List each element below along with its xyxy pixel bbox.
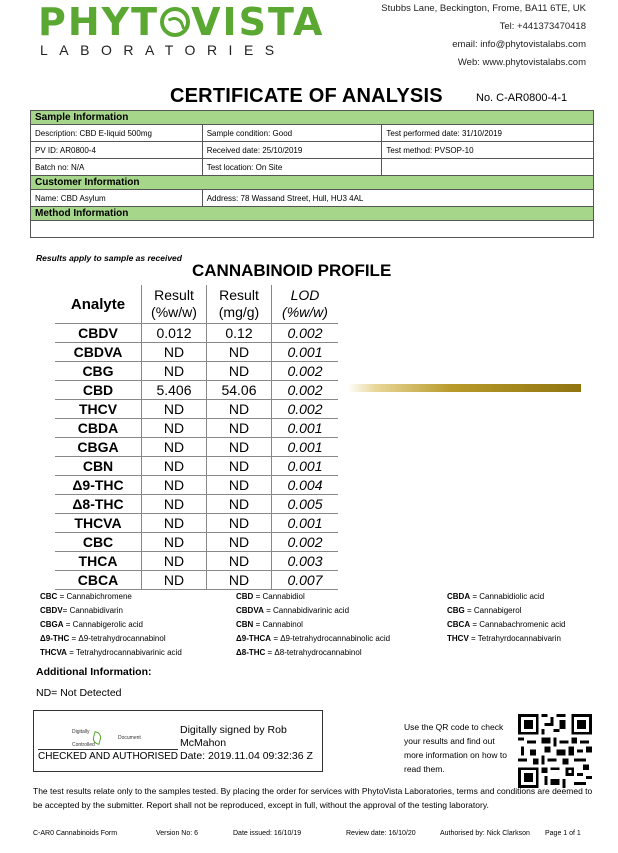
glossary-item	[447, 634, 561, 643]
table-row	[55, 419, 338, 438]
glossary-abbr: Δ8-THC	[236, 648, 266, 657]
result-mgg-cell: ND	[207, 362, 272, 381]
lod-cell: 0.001	[272, 457, 339, 476]
table-row	[55, 381, 338, 400]
analyte-cell: CBD	[55, 381, 142, 400]
result-ww-cell: ND	[142, 362, 207, 381]
contact-address: Stubbs Lane, Beckington, Frome, BA11 6TE, UK	[381, 3, 586, 14]
glossary-item	[40, 592, 132, 601]
result-ww-cell: ND	[142, 400, 207, 419]
glossary-item	[40, 648, 182, 657]
footer-form: C-AR0 Cannabinoids Form	[33, 830, 118, 837]
results-note: Results apply to sample as received	[36, 253, 182, 263]
glossary-item	[236, 620, 303, 629]
contact-tel: Tel: +441373470418	[499, 21, 586, 32]
glossary-definition: = Δ9-tetrahydrocannabinolic acid	[271, 634, 391, 643]
customer-address: Address: 78 Wassand Street, Hull, HU3 4AL	[202, 190, 593, 207]
table-row	[55, 552, 338, 571]
sample-info-header: Sample Information	[31, 111, 594, 125]
analyte-cell: THCA	[55, 552, 142, 571]
leaf-o-icon	[160, 7, 190, 37]
result-mgg-cell: ND	[207, 400, 272, 419]
glossary-abbr: Δ9-THCA	[236, 634, 272, 643]
result-mgg-cell: 54.06	[207, 381, 272, 400]
brand-name-post: VISTA	[191, 0, 325, 44]
table-row	[55, 533, 338, 552]
glossary-definition: = Tetrahydrocannabivarinic acid	[66, 648, 182, 657]
table-row	[55, 343, 338, 362]
header-result-mgg: Result (mg/g)	[207, 285, 272, 324]
glossary-abbr: CBDVA	[236, 606, 264, 615]
table-row	[55, 362, 338, 381]
analyte-cell: CBG	[55, 362, 142, 381]
result-ww-cell: ND	[142, 476, 207, 495]
lod-cell: 0.002	[272, 362, 339, 381]
glossary-item	[40, 620, 143, 629]
result-mgg-cell: ND	[207, 552, 272, 571]
glossary-definition: = Cannabidiolic acid	[470, 592, 545, 601]
glossary-definition: = Cannabidivarin	[62, 606, 123, 615]
dc-document-text: Document	[118, 735, 141, 741]
lod-cell: 0.002	[272, 324, 339, 343]
decorative-gold-bar	[347, 384, 581, 392]
sample-info-table	[30, 110, 594, 238]
result-mgg-cell: ND	[207, 533, 272, 552]
lod-cell: 0.003	[272, 552, 339, 571]
glossary-definition: = Cannabachromenic acid	[470, 620, 566, 629]
table-row	[55, 438, 338, 457]
glossary-item	[40, 606, 123, 615]
result-mgg-cell: ND	[207, 571, 272, 590]
lod-cell: 0.001	[272, 419, 339, 438]
glossary-item	[447, 606, 522, 615]
qr-code-icon[interactable]	[518, 714, 592, 788]
dc-digitally-text: Digitally	[72, 729, 90, 735]
glossary-abbr: CBD	[236, 592, 254, 601]
signed-date: Date: 2019.11.04 09:32:36 Z	[180, 750, 313, 762]
analyte-cell: CBDVA	[55, 343, 142, 362]
table-row	[55, 571, 338, 590]
glossary-abbr: CBDA	[447, 592, 471, 601]
signed-by-line1: Digitally signed by Rob	[180, 724, 287, 736]
glossary-abbr: THCV	[447, 634, 469, 643]
analyte-cell: CBGA	[55, 438, 142, 457]
contact-web[interactable]: Web: www.phytovistalabs.com	[457, 57, 586, 68]
result-mgg-cell: ND	[207, 419, 272, 438]
sample-condition: Sample condition: Good	[202, 125, 382, 142]
result-mgg-cell: ND	[207, 457, 272, 476]
batch-no: Batch no: N/A	[31, 159, 203, 176]
result-mgg-cell: ND	[207, 476, 272, 495]
glossary-abbr: CBG	[447, 606, 465, 615]
result-mgg-cell: ND	[207, 343, 272, 362]
analyte-cell: CBDA	[55, 419, 142, 438]
lod-cell: 0.001	[272, 438, 339, 457]
pv-id: PV ID: AR0800-4	[31, 142, 203, 159]
result-mgg-cell: ND	[207, 438, 272, 457]
digital-signature	[180, 724, 313, 763]
brand-subtitle: LABORATORIES	[40, 42, 286, 58]
received-date: Received date: 25/10/2019	[202, 142, 382, 159]
lod-cell: 0.005	[272, 495, 339, 514]
analyte-cell: CBCA	[55, 571, 142, 590]
result-ww-cell: 0.012	[142, 324, 207, 343]
test-location: Test location: On Site	[202, 159, 382, 176]
analyte-cell: CBC	[55, 533, 142, 552]
brand-name-pre: PHYT	[38, 0, 160, 44]
glossary-definition: = Cannabidivarinic acid	[263, 606, 350, 615]
lod-cell: 0.001	[272, 514, 339, 533]
glossary-abbr: CBGA	[40, 620, 64, 629]
page-title: CERTIFICATE OF ANALYSIS	[170, 85, 443, 107]
table-row	[55, 324, 338, 343]
cannabinoid-table	[55, 285, 338, 590]
glossary-item	[236, 648, 362, 657]
footer-page: Page 1 of 1	[545, 830, 581, 837]
sample-description: Description: CBD E-liquid 500mg	[31, 125, 203, 142]
glossary-definition: = Cannabidiol	[253, 592, 305, 601]
header-analyte: Analyte	[55, 285, 142, 324]
result-ww-cell: ND	[142, 514, 207, 533]
glossary-definition: = Cannabigerol	[464, 606, 522, 615]
glossary-definition: = Δ9-tetrahydrocannabinol	[69, 634, 166, 643]
table-row	[55, 495, 338, 514]
result-ww-cell: ND	[142, 438, 207, 457]
glossary-definition: = Cannabichromene	[57, 592, 132, 601]
lod-cell: 0.002	[272, 400, 339, 419]
result-ww-cell: ND	[142, 495, 207, 514]
analyte-cell: CBN	[55, 457, 142, 476]
analyte-cell: THCV	[55, 400, 142, 419]
glossary-definition: = Cannabinol	[253, 620, 303, 629]
lod-cell: 0.007	[272, 571, 339, 590]
empty-cell	[382, 159, 594, 176]
customer-info-header: Customer Information	[31, 176, 594, 190]
glossary-item	[447, 620, 566, 629]
analyte-cell: Δ9-THC	[55, 476, 142, 495]
glossary-abbr: CBCA	[447, 620, 471, 629]
nd-definition: ND= Not Detected	[36, 687, 122, 699]
contact-email[interactable]: email: info@phytovistalabs.com	[452, 39, 586, 50]
certificate-number: No. C-AR0800-4-1	[476, 92, 568, 104]
analyte-cell: THCVA	[55, 514, 142, 533]
additional-info-header: Additional Information:	[36, 666, 152, 678]
result-ww-cell: ND	[142, 419, 207, 438]
lod-cell: 0.002	[272, 533, 339, 552]
result-mgg-cell: ND	[207, 514, 272, 533]
header-lod: LOD (%w/w)	[272, 285, 339, 324]
test-method: Test method: PVSOP-10	[382, 142, 594, 159]
result-mgg-cell: 0.12	[207, 324, 272, 343]
qr-instructions: Use the QR code to check your results and find out more information on how to read them.	[404, 722, 507, 774]
glossary-definition: = Cannabigerolic acid	[63, 620, 143, 629]
result-ww-cell: ND	[142, 571, 207, 590]
analyte-cell: CBDV	[55, 324, 142, 343]
analyte-cell: Δ8-THC	[55, 495, 142, 514]
footer-authorised: Authorised by: Nick Clarkson	[440, 830, 530, 837]
customer-name: Name: CBD Asylum	[31, 190, 203, 207]
table-row	[55, 457, 338, 476]
result-ww-cell: ND	[142, 343, 207, 362]
brand-logo	[38, 2, 324, 42]
checked-authorised: CHECKED AND AUTHORISED	[38, 751, 179, 762]
glossary-abbr: CBC	[40, 592, 58, 601]
disclaimer: The test results relate only to the samples tested. By placing the order for services with PhytoVista Laboratories, terms and conditions are deemed to be accepted by the submitter. Report shall not be reproduced, except in full, without the approval of the testing laboratory.	[33, 786, 593, 810]
glossary-item	[236, 634, 390, 643]
signed-by-line2: McMahon	[180, 737, 227, 749]
glossary-definition: = Tetrahyrdocannabivarin	[468, 634, 561, 643]
table-row	[55, 476, 338, 495]
table-row	[55, 514, 338, 533]
glossary-item	[40, 634, 166, 643]
footer-version: Version No: 6	[156, 830, 199, 837]
lod-cell: 0.002	[272, 381, 339, 400]
header-result-ww: Result (%w/w)	[142, 285, 207, 324]
glossary-item	[447, 592, 544, 601]
method-info-header: Method Information	[31, 207, 594, 221]
glossary-abbr: Δ9-THC	[40, 634, 70, 643]
result-ww-cell: ND	[142, 552, 207, 571]
result-mgg-cell: ND	[207, 495, 272, 514]
footer-review-date: Review date: 16/10/20	[346, 830, 416, 837]
lod-cell: 0.001	[272, 343, 339, 362]
glossary-abbr: CBDV	[40, 606, 63, 615]
profile-title: CANNABINOID PROFILE	[192, 261, 392, 280]
result-ww-cell: ND	[142, 533, 207, 552]
lod-cell: 0.004	[272, 476, 339, 495]
glossary-abbr: CBN	[236, 620, 254, 629]
glossary-abbr: THCVA	[40, 648, 67, 657]
table-row	[55, 400, 338, 419]
footer-date-issued: Date issued: 16/10/19	[233, 830, 302, 837]
glossary-item	[236, 592, 305, 601]
result-ww-cell: ND	[142, 457, 207, 476]
glossary-item	[236, 606, 349, 615]
test-performed-date: Test performed date: 31/10/2019	[382, 125, 594, 142]
method-info-body	[31, 221, 594, 238]
dc-controlled-text: Controlled	[72, 742, 95, 748]
glossary-definition: = Δ8-tetrahydrocannabinol	[265, 648, 362, 657]
result-ww-cell: 5.406	[142, 381, 207, 400]
